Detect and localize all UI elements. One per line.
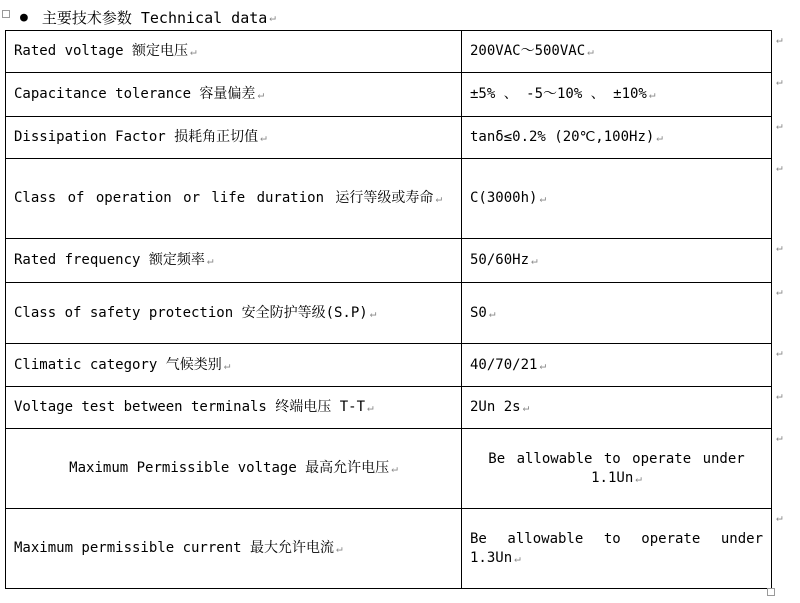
table-row [6, 344, 772, 387]
paragraph-mark-icon: ↵ [269, 10, 276, 24]
param-label: Maximum Permissible voltage 最高允许电压 [69, 460, 390, 477]
row-end-mark-icon: ↵ [776, 161, 783, 174]
paragraph-mark-icon: ↵ [656, 131, 663, 145]
row-end-mark-icon: ↵ [776, 241, 783, 254]
table-row [6, 387, 772, 429]
paragraph-mark-icon: ↵ [435, 192, 443, 206]
param-cell [6, 387, 462, 429]
paragraph-mark-icon: ↵ [648, 88, 656, 102]
row-end-mark-icon: ↵ [776, 119, 783, 132]
paragraph-mark-icon: ↵ [260, 131, 267, 145]
row-end-mark-icon: ↵ [776, 511, 783, 524]
paragraph-mark-icon: ↵ [531, 254, 538, 268]
row-end-mark-icon: ↵ [776, 346, 783, 359]
param-value: tanδ≤0.2% (20℃,100Hz) [470, 129, 655, 146]
param-cell [6, 73, 462, 117]
param-label: Climatic category 气候类别 [14, 356, 222, 373]
param-cell [6, 117, 462, 159]
paragraph-mark-icon: ↵ [223, 358, 231, 372]
param-value: Be allowable to operate under 1.3Un [470, 531, 763, 566]
margin-corner-mark [2, 10, 10, 18]
param-value: 2Un 2s [470, 399, 521, 416]
paragraph-mark-icon: ↵ [635, 471, 642, 485]
param-label: Rated voltage 额定电压 [14, 43, 189, 60]
param-value: ±5% 、 -5～10% 、 ±10% [470, 86, 647, 103]
row-end-mark-icon: ↵ [776, 285, 783, 298]
param-cell [6, 344, 462, 387]
value-cell [462, 73, 772, 117]
table-row [6, 509, 772, 589]
value-cell [462, 239, 772, 283]
value-cell [462, 117, 772, 159]
param-label: Rated frequency 额定频率 [14, 252, 205, 269]
param-label: Voltage test between terminals 终端电压 T-T [14, 399, 366, 416]
param-cell [6, 509, 462, 589]
row-end-mark-icon: ↵ [776, 431, 783, 444]
paragraph-mark-icon: ↵ [522, 401, 530, 415]
row-end-mark-icon: ↵ [776, 33, 783, 46]
table-row [6, 239, 772, 283]
param-cell [6, 159, 462, 239]
paragraph-mark-icon: ↵ [190, 45, 197, 59]
paragraph-mark-icon: ↵ [488, 306, 496, 320]
param-value: 40/70/21 [470, 356, 538, 373]
paragraph-mark-icon: ↵ [369, 306, 377, 320]
paragraph-mark-icon: ↵ [391, 462, 398, 476]
param-value: C(3000h) [470, 190, 538, 207]
row-end-mark-icon: ↵ [776, 75, 783, 88]
table-row [6, 117, 772, 159]
paragraph-mark-icon: ↵ [257, 88, 265, 102]
value-cell [462, 283, 772, 344]
param-label: Class of safety protection 安全防护等级(S.P) [14, 304, 368, 321]
param-label: Class of operation or life duration 运行等级或寿命 [14, 190, 434, 207]
paragraph-mark-icon: ↵ [367, 401, 374, 415]
value-cell [462, 31, 772, 73]
value-cell [462, 429, 772, 509]
margin-corner-mark [767, 588, 775, 596]
paragraph-mark-icon: ↵ [514, 551, 521, 565]
value-cell [462, 344, 772, 387]
paragraph-mark-icon: ↵ [336, 542, 343, 556]
param-cell [6, 283, 462, 344]
paragraph-mark-icon: ↵ [206, 254, 214, 268]
param-cell [6, 429, 462, 509]
value-cell [462, 159, 772, 239]
value-cell [462, 509, 772, 589]
paragraph-mark-icon: ↵ [539, 358, 547, 372]
param-value: S0 [470, 304, 487, 321]
param-label: Dissipation Factor 损耗角正切值 [14, 129, 259, 146]
bullet-icon: ● [20, 9, 28, 25]
technical-data-table [5, 30, 772, 589]
table-row [6, 283, 772, 344]
table-row [6, 159, 772, 239]
param-cell [6, 239, 462, 283]
table-row [6, 31, 772, 73]
param-value: Be allowable to operate under 1.1Un [488, 451, 745, 486]
paragraph-mark-icon: ↵ [587, 45, 594, 59]
row-end-mark-icon: ↵ [776, 389, 783, 402]
table-row [6, 429, 772, 509]
section-title: 主要技术参数 Technical data [41, 8, 268, 27]
table-row [6, 73, 772, 117]
param-value: 200VAC～500VAC [470, 43, 586, 60]
param-cell [6, 31, 462, 73]
param-label: Capacitance tolerance 容量偏差 [14, 86, 256, 103]
value-cell [462, 387, 772, 429]
paragraph-mark-icon: ↵ [539, 192, 547, 206]
param-value: 50/60Hz [470, 252, 530, 269]
section-heading [20, 5, 276, 29]
param-label: Maximum permissible current 最大允许电流 [14, 540, 335, 557]
